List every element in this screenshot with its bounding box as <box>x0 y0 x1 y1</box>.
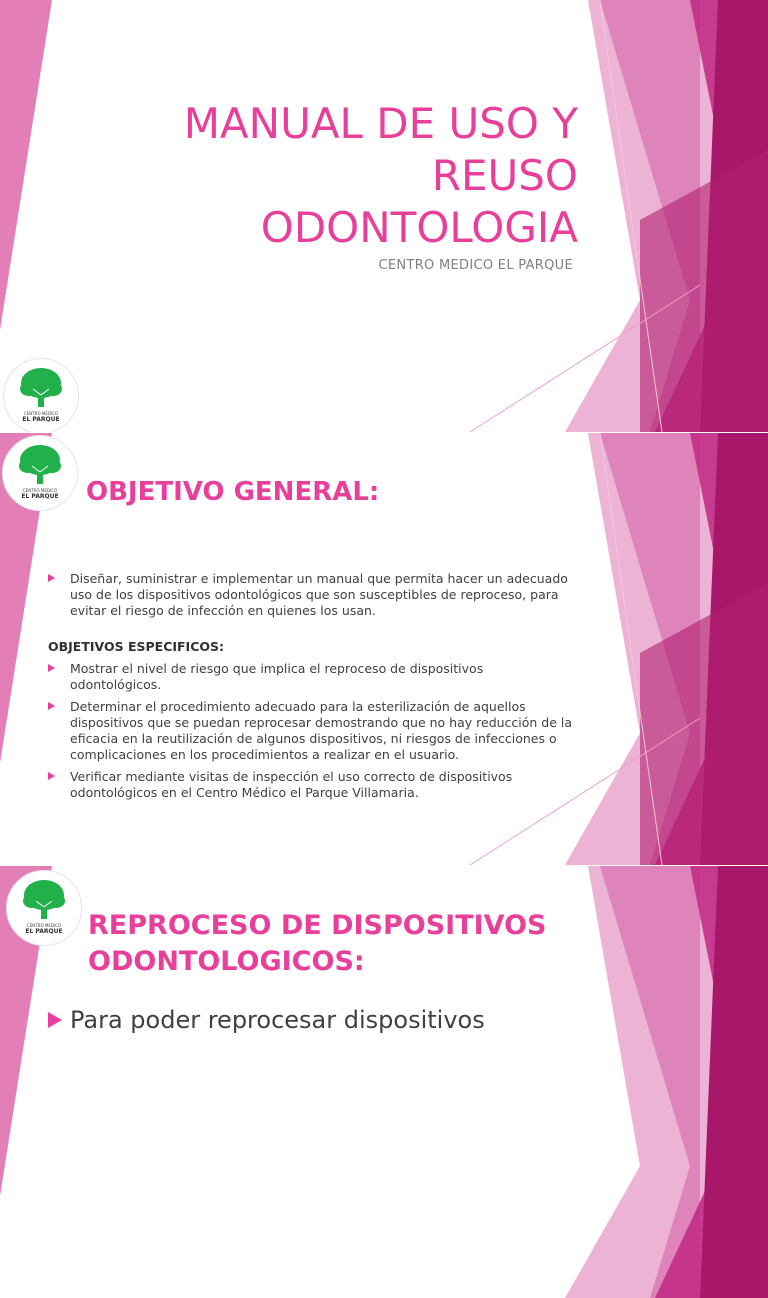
title-line: MANUAL DE USO Y <box>183 99 578 148</box>
heading-line: REPROCESO DE DISPOSITIVOS <box>88 910 547 941</box>
logo-text: CENTRO MEDICO <box>22 488 58 493</box>
objectives-body <box>48 571 578 807</box>
section-heading: OBJETIVO GENERAL: <box>86 477 380 507</box>
slide-title <box>0 0 768 432</box>
heading-line: ODONTOLOGICOS: <box>88 946 365 977</box>
logo-text: EL PARQUE <box>25 928 63 935</box>
title-line: REUSO <box>431 151 578 200</box>
clinic-logo <box>2 435 78 511</box>
reprocessing-body <box>48 1006 578 1034</box>
title-line: ODONTOLOGIA <box>260 203 578 252</box>
logo-text: EL PARQUE <box>22 416 60 423</box>
clinic-logo <box>6 870 82 946</box>
bullet-item: Para poder reprocesar dispositivos <box>48 1006 578 1034</box>
bullet-item: Mostrar el nivel de riesgo que implica el reproceso de dispositivos odontológicos. <box>48 661 578 693</box>
bullet-item: Verificar mediante visitas de inspección el uso correcto de dispositivos odontológicos en el Centro Médico el Parque Villamaria. <box>48 769 578 801</box>
section-heading <box>88 908 588 980</box>
page-subtitle: CENTRO MEDICO EL PARQUE <box>378 258 573 273</box>
page-title <box>58 98 578 254</box>
subheading: OBJETIVOS ESPECIFICOS: <box>48 639 225 654</box>
slide-objectives <box>0 433 768 865</box>
slide-reprocessing <box>0 866 768 1298</box>
logo-text: CENTRO MEDICO <box>23 411 59 416</box>
bullet-item: Diseñar, suministrar e implementar un manual que permita hacer un adecuado uso de los dispositivos odontológicos que son susceptibles de reproceso, para evitar el riesgo de infección en quienes los usan. <box>48 571 578 619</box>
logo-text: CENTRO MEDICO <box>26 923 62 928</box>
logo-text: EL PARQUE <box>21 493 59 500</box>
bullet-item: Determinar el procedimiento adecuado para la esterilización de aquellos dispositivos que se puedan reprocesar demostrando que no hay reducción de la eficacia en la reutilización de algunos dispositivos, ni riesgos de infecciones o complicaciones en los procedimientos a realizar en el usuario. <box>48 699 578 763</box>
clinic-logo <box>3 358 79 432</box>
